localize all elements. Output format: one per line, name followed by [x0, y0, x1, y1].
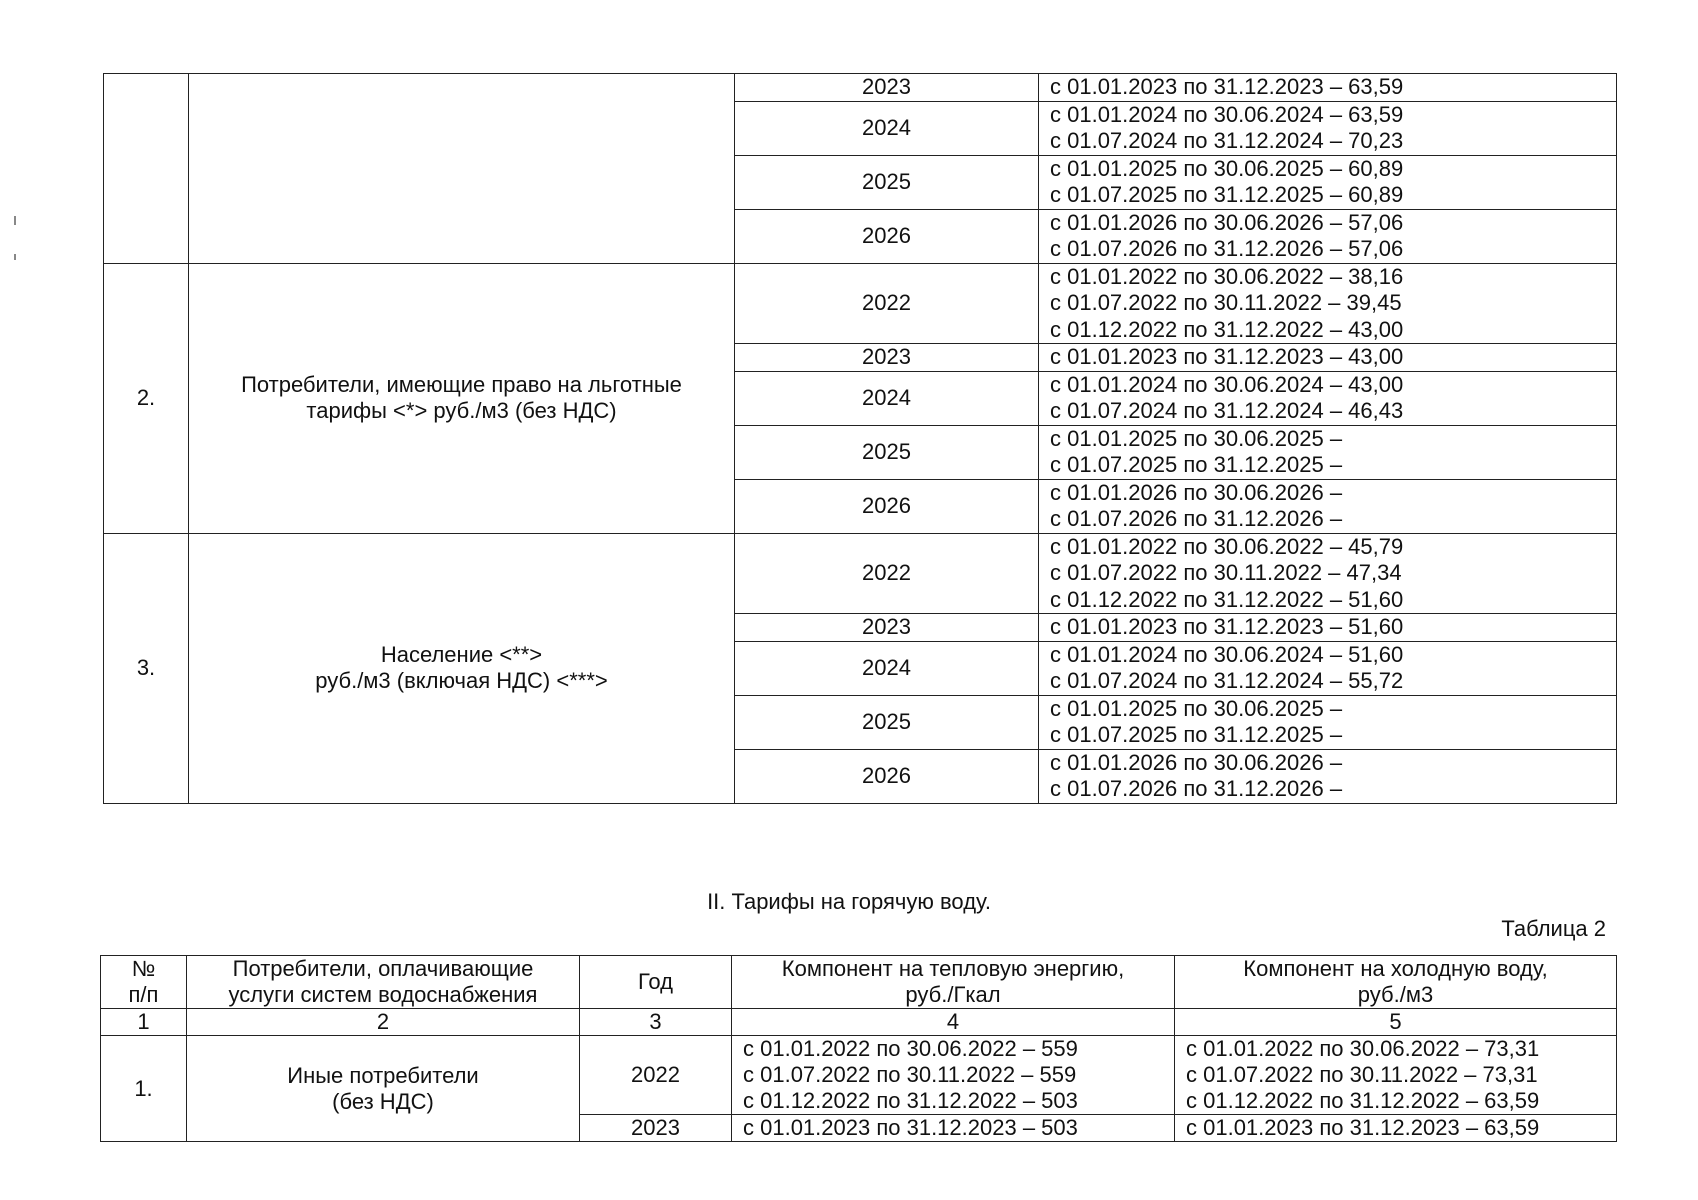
table-row: [104, 533, 1617, 614]
text-line: руб./м3: [1357, 982, 1434, 1007]
period-cell: [1039, 155, 1617, 209]
year-cell: 2023: [735, 74, 1039, 102]
period-cell: [1039, 641, 1617, 695]
text-line: Компонент на тепловую энергию,: [781, 956, 1125, 981]
cold-component-cell: [1175, 1115, 1617, 1142]
table-row: [104, 74, 1617, 102]
header-cell: [187, 956, 580, 1009]
text-line: с 01.07.2026 по 31.12.2026 –: [1050, 776, 1343, 801]
text-line: с 01.12.2022 по 31.12.2022 – 503: [743, 1088, 1078, 1113]
text-line: с 01.07.2022 по 30.11.2022 – 47,34: [1050, 560, 1402, 585]
text-line: с 01.01.2022 по 30.06.2022 – 73,31: [1186, 1036, 1540, 1061]
period-cell: [1039, 263, 1617, 344]
consumer-cell: [189, 533, 735, 803]
column-number-cell: 2: [187, 1009, 580, 1036]
text-line: с 01.01.2022 по 30.06.2022 – 45,79: [1050, 533, 1404, 559]
header-cell: [101, 956, 187, 1009]
text-line: с 01.07.2024 по 31.12.2024 – 70,23: [1050, 128, 1404, 153]
text-line: тарифы <*> руб./м3 (без НДС): [306, 398, 617, 423]
period-cell: [1039, 371, 1617, 425]
text-line: с 01.07.2022 по 30.11.2022 – 73,31: [1186, 1062, 1538, 1087]
text-line: с 01.12.2022 по 31.12.2022 – 43,00: [1050, 316, 1404, 342]
year-cell: 2024: [735, 101, 1039, 155]
number-cell: 1.: [101, 1036, 187, 1142]
text-line: с 01.07.2026 по 31.12.2026 –: [1050, 506, 1343, 531]
text-line: с 01.01.2023 по 31.12.2023 – 51,60: [1050, 614, 1404, 639]
text-line: с 01.01.2026 по 30.06.2026 –: [1050, 479, 1343, 505]
year-cell: 2026: [735, 749, 1039, 803]
column-number-cell: 1: [101, 1009, 187, 1036]
period-cell: [1039, 479, 1617, 533]
text-line: с 01.07.2022 по 30.11.2022 – 559: [743, 1062, 1077, 1087]
text-line: (без НДС): [332, 1088, 434, 1114]
text-line: с 01.01.2023 по 31.12.2023 – 63,59: [1186, 1115, 1540, 1140]
text-line: с 01.01.2023 по 31.12.2023 – 43,00: [1050, 344, 1404, 369]
year-cell: 2024: [735, 641, 1039, 695]
text-line: с 01.01.2022 по 30.06.2022 – 38,16: [1050, 263, 1404, 289]
heat-component-cell: [732, 1036, 1175, 1115]
consumer-cell: [189, 263, 735, 533]
text-line: Компонент на холодную воду,: [1243, 956, 1548, 981]
year-cell: 2026: [735, 479, 1039, 533]
consumer-cell: [189, 74, 735, 264]
tariff-table-2: [100, 955, 1617, 1142]
text-line: с 01.01.2026 по 30.06.2026 –: [1050, 749, 1343, 775]
column-number-cell: 5: [1175, 1009, 1617, 1036]
period-cell: [1039, 425, 1617, 479]
year-cell: 2026: [735, 209, 1039, 263]
period-cell: [1039, 101, 1617, 155]
text-line: Потребители, оплачивающие: [232, 956, 534, 981]
text-line: с 01.12.2022 по 31.12.2022 – 63,59: [1186, 1088, 1540, 1113]
table-label: Таблица 2: [1501, 916, 1606, 941]
text-line: с 01.01.2025 по 30.06.2025 –: [1050, 425, 1343, 451]
consumer-cell: [187, 1036, 580, 1142]
year-cell: 2022: [735, 263, 1039, 344]
text-line: с 01.07.2025 по 31.12.2025 – 60,89: [1050, 182, 1404, 207]
tariff-table-1: [103, 73, 1617, 804]
year-cell: 2022: [735, 533, 1039, 614]
table-row: [104, 263, 1617, 344]
year-cell: 2023: [735, 614, 1039, 642]
year-cell: 2025: [735, 425, 1039, 479]
period-cell: [1039, 209, 1617, 263]
text-line: с 01.07.2025 по 31.12.2025 –: [1050, 722, 1343, 747]
text-line: руб./м3 (включая НДС) <***>: [315, 668, 608, 693]
text-line: с 01.01.2024 по 30.06.2024 – 43,00: [1050, 371, 1404, 397]
header-cell: [580, 956, 732, 1009]
text-line: с 01.01.2025 по 30.06.2025 – 60,89: [1050, 155, 1404, 181]
text-line: с 01.01.2023 по 31.12.2023 – 63,59: [1050, 74, 1404, 99]
period-cell: [1039, 74, 1617, 102]
table-row: [101, 1036, 1617, 1115]
text-line: Год: [637, 969, 674, 994]
text-line: с 01.01.2024 по 30.06.2024 – 51,60: [1050, 641, 1404, 667]
text-line: с 01.01.2025 по 30.06.2025 –: [1050, 695, 1343, 721]
text-line: с 01.07.2025 по 31.12.2025 –: [1050, 452, 1343, 477]
year-cell: 2023: [735, 344, 1039, 372]
text-line: с 01.01.2023 по 31.12.2023 – 503: [743, 1115, 1078, 1140]
year-cell: 2023: [580, 1115, 732, 1142]
column-number-cell: 3: [580, 1009, 732, 1036]
text-line: руб./Гкал: [905, 982, 1001, 1007]
period-cell: [1039, 614, 1617, 642]
period-cell: [1039, 695, 1617, 749]
column-number-row: [101, 1009, 1617, 1036]
text-line: с 01.07.2024 по 31.12.2024 – 55,72: [1050, 668, 1404, 693]
text-line: с 01.07.2024 по 31.12.2024 – 46,43: [1050, 398, 1404, 423]
text-line: Иные потребители: [287, 1062, 479, 1088]
scan-artifact: [14, 254, 16, 260]
text-line: Население <**>: [380, 641, 543, 667]
text-line: с 01.07.2026 по 31.12.2026 – 57,06: [1050, 236, 1404, 261]
section-title: II. Тарифы на горячую воду.: [707, 889, 991, 914]
text-line: Потребители, имеющие право на льготные: [241, 371, 682, 397]
number-cell: 3.: [104, 533, 189, 803]
period-cell: [1039, 344, 1617, 372]
period-cell: [1039, 749, 1617, 803]
header-cell: [732, 956, 1175, 1009]
year-cell: 2024: [735, 371, 1039, 425]
number-cell: 2.: [104, 263, 189, 533]
text-line: с 01.01.2026 по 30.06.2026 – 57,06: [1050, 209, 1404, 235]
text-line: услуги систем водоснабжения: [228, 982, 538, 1007]
text-line: с 01.12.2022 по 31.12.2022 – 51,60: [1050, 586, 1404, 612]
year-cell: 2025: [735, 155, 1039, 209]
text-line: №: [131, 956, 156, 981]
year-cell: 2025: [735, 695, 1039, 749]
period-cell: [1039, 533, 1617, 614]
text-line: п/п: [128, 982, 159, 1007]
text-line: с 01.01.2024 по 30.06.2024 – 63,59: [1050, 101, 1404, 127]
text-line: с 01.01.2022 по 30.06.2022 – 559: [743, 1036, 1078, 1061]
header-cell: [1175, 956, 1617, 1009]
number-cell: [104, 74, 189, 264]
cold-component-cell: [1175, 1036, 1617, 1115]
column-number-cell: 4: [732, 1009, 1175, 1036]
year-cell: 2022: [580, 1036, 732, 1115]
header-row: [101, 956, 1617, 1009]
scan-artifact: [14, 216, 16, 225]
heat-component-cell: [732, 1115, 1175, 1142]
text-line: с 01.07.2022 по 30.11.2022 – 39,45: [1050, 290, 1402, 315]
